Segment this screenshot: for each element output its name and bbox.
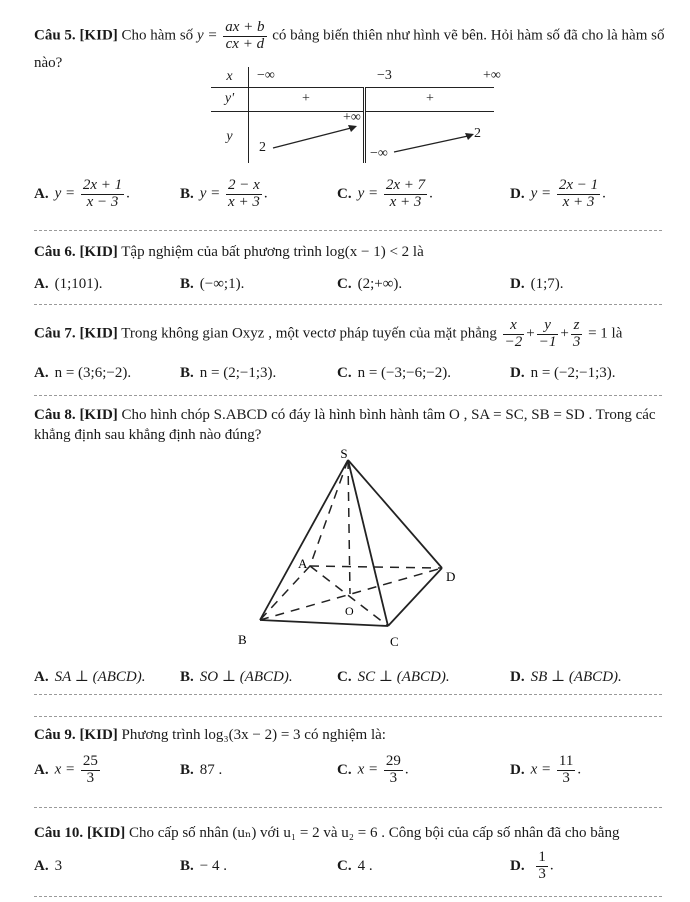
edge-sc bbox=[348, 460, 388, 626]
q9-text: Phương trình log₃(3x − 2) = 3 có nghiệm là: bbox=[121, 727, 386, 743]
q5-option-a-num: 2x + 1 bbox=[82, 177, 123, 193]
edge-cd bbox=[388, 568, 442, 626]
q7-plus-2: + bbox=[560, 325, 569, 342]
q7-frac-y-num: y bbox=[537, 318, 559, 335]
vt-y-left-end: +∞ bbox=[343, 109, 361, 125]
q6-stem bbox=[34, 244, 424, 261]
q7-frac-x-den: −2 bbox=[504, 333, 523, 350]
vertex-a-label: A bbox=[298, 556, 308, 571]
q10-option-d-letter: D. bbox=[510, 857, 525, 874]
q10-text: Cho cấp số nhân (uₙ) với u₁ = 2 và u₂ = 6 . Công bội của cấp số nhân đã cho bằng bbox=[129, 825, 620, 841]
q5-option-b-num: 2 − x bbox=[228, 177, 260, 193]
q8-label: Câu 8. bbox=[34, 407, 76, 423]
q10-option-d-end: . bbox=[549, 857, 554, 874]
q5-option-b-den: x + 3 bbox=[228, 193, 260, 210]
q10-label: Câu 10. bbox=[34, 825, 84, 841]
q5-option-d-lhs: y = bbox=[530, 185, 552, 202]
vt-x-label: x bbox=[211, 67, 249, 87]
edge-bc bbox=[260, 620, 388, 626]
q7-frac-z-num: z bbox=[571, 318, 583, 335]
q8-option-d-text: SB ⊥ (ABCD). bbox=[530, 669, 622, 685]
q7-label: Câu 7. bbox=[34, 325, 76, 342]
edge-sd bbox=[348, 460, 442, 568]
pyramid-figure bbox=[230, 448, 470, 653]
q9-option-a[interactable] bbox=[34, 754, 102, 787]
q6-option-a-letter: A. bbox=[34, 276, 49, 292]
q9-option-d[interactable] bbox=[510, 754, 581, 787]
q9-option-d-den: 3 bbox=[562, 769, 570, 786]
q6-option-a[interactable] bbox=[34, 276, 103, 293]
vt-y-left bbox=[249, 111, 365, 163]
q5-tag: [KID] bbox=[79, 27, 118, 44]
q10-option-a-text: 3 bbox=[54, 858, 63, 874]
q5-option-c-num: 2x + 7 bbox=[385, 177, 426, 193]
q8-option-c-letter: C. bbox=[337, 669, 352, 685]
edge-sb bbox=[260, 460, 348, 620]
q9-option-c-letter: C. bbox=[337, 761, 352, 778]
q5-option-d-letter: D. bbox=[510, 185, 525, 202]
vt-x-plus-inf: +∞ bbox=[483, 68, 501, 83]
q7-option-d-text: n = (−2;−1;3). bbox=[530, 365, 616, 381]
q6-option-c[interactable] bbox=[337, 276, 402, 293]
vt-x-minus-inf: −∞ bbox=[257, 68, 275, 83]
q5-option-a-lhs: y = bbox=[54, 185, 76, 202]
q9-option-a-letter: A. bbox=[34, 761, 49, 778]
q9-option-a-num: 25 bbox=[82, 753, 98, 769]
q5-option-a-letter: A. bbox=[34, 185, 49, 202]
q9-option-a-frac bbox=[81, 754, 100, 787]
q7-frac-x-num: x bbox=[503, 318, 525, 335]
q5-option-d[interactable] bbox=[510, 178, 606, 211]
vt-y-left-start: 2 bbox=[259, 139, 266, 155]
q8-option-a-letter: A. bbox=[34, 669, 49, 685]
q5-option-c-end: . bbox=[429, 185, 433, 202]
q5-option-b-end: . bbox=[263, 185, 268, 202]
q9-option-c-end: . bbox=[404, 761, 409, 778]
q8-option-c[interactable] bbox=[337, 667, 450, 686]
q5-option-a-frac bbox=[81, 178, 124, 211]
answer-line-q7 bbox=[34, 395, 662, 396]
q7-option-b-text: n = (2;−1;3). bbox=[199, 365, 277, 381]
q7-option-a-text: n = (3;6;−2). bbox=[54, 365, 132, 381]
q9-option-c[interactable] bbox=[337, 754, 409, 787]
q5-option-c-den: x + 3 bbox=[389, 193, 422, 210]
q6-label: Câu 6. bbox=[34, 244, 76, 260]
q7-frac-y-den: −1 bbox=[538, 333, 557, 350]
q7-tag: [KID] bbox=[79, 325, 118, 342]
q8-option-b[interactable] bbox=[180, 667, 293, 686]
answer-line-q9 bbox=[34, 807, 662, 808]
q5-fraction-den: cx + d bbox=[225, 35, 265, 52]
q7-option-b[interactable] bbox=[180, 365, 276, 382]
q7-option-b-letter: B. bbox=[180, 365, 194, 381]
q5-option-a-end: . bbox=[126, 185, 130, 202]
vt-y-right bbox=[365, 111, 495, 163]
q6-option-a-text: (1;101). bbox=[54, 276, 103, 292]
vt-yp-label: y' bbox=[211, 87, 249, 111]
q5-option-d-num: 2x − 1 bbox=[558, 177, 599, 193]
q6-option-b-text: (−∞;1). bbox=[199, 276, 245, 292]
q7-plus-1: + bbox=[526, 325, 535, 342]
q9-option-d-lhs: x = bbox=[530, 761, 552, 778]
q9-option-b[interactable] bbox=[180, 762, 222, 779]
q5-option-b-frac bbox=[226, 178, 262, 211]
q9-option-d-letter: D. bbox=[510, 761, 525, 778]
vt-yp-right bbox=[365, 87, 495, 111]
q10-option-d-frac bbox=[536, 850, 548, 883]
q8-stem-line1 bbox=[34, 407, 656, 424]
q6-option-d-letter: D. bbox=[510, 276, 525, 292]
q7-tail: = 1 là bbox=[588, 325, 623, 342]
q5-option-b[interactable] bbox=[180, 178, 268, 211]
q5-text-a: Cho hàm số bbox=[121, 27, 194, 44]
q10-option-a[interactable] bbox=[34, 858, 62, 875]
q9-option-b-letter: B. bbox=[180, 762, 194, 778]
q10-option-d-num: 1 bbox=[538, 849, 546, 865]
q6-text: Tập nghiệm của bất phương trình log(x − 1) < 2 là bbox=[121, 244, 424, 260]
vt-x-row bbox=[249, 67, 501, 87]
q5-option-c-frac bbox=[384, 178, 427, 211]
q10-option-a-letter: A. bbox=[34, 858, 49, 874]
q6-option-b[interactable] bbox=[180, 276, 244, 293]
q9-stem bbox=[34, 727, 386, 744]
q5-stem-line1 bbox=[34, 20, 664, 53]
q7-option-c-letter: C. bbox=[337, 365, 352, 381]
q5-option-c[interactable] bbox=[337, 178, 433, 211]
vt-x-mid: −3 bbox=[377, 68, 392, 83]
q5-fraction bbox=[223, 20, 266, 53]
q7-option-c[interactable] bbox=[337, 365, 451, 382]
q5-fraction-num: ax + b bbox=[225, 19, 265, 35]
q10-option-b-text: − 4 . bbox=[199, 858, 227, 874]
q6-option-c-letter: C. bbox=[337, 276, 352, 292]
q10-option-b-letter: B. bbox=[180, 858, 194, 874]
q10-stem bbox=[34, 823, 619, 842]
q9-option-b-text: 87 . bbox=[199, 762, 223, 778]
q7-option-c-text: n = (−3;−6;−2). bbox=[357, 365, 452, 381]
edge-so bbox=[348, 460, 350, 594]
q8-option-c-text: SC ⊥ (ABCD). bbox=[357, 669, 450, 685]
q9-option-d-end: . bbox=[577, 761, 582, 778]
q10-option-b[interactable] bbox=[180, 858, 227, 875]
vertex-s-label: S bbox=[340, 448, 348, 461]
q7-frac-z-den: 3 bbox=[572, 333, 581, 350]
q5-option-a-den: x − 3 bbox=[86, 193, 119, 210]
answer-line-q8-1 bbox=[34, 694, 662, 695]
answer-line-q8-2 bbox=[34, 716, 662, 717]
q10-tag: [KID] bbox=[86, 825, 126, 841]
q9-label: Câu 9. bbox=[34, 727, 76, 743]
q5-option-c-lhs: y = bbox=[357, 185, 379, 202]
vt-y-left-arrow bbox=[271, 122, 359, 152]
q9-option-c-frac bbox=[384, 754, 403, 787]
edge-sa bbox=[310, 460, 348, 566]
vt-yp-left bbox=[249, 87, 365, 111]
q5-fn: y = bbox=[196, 27, 218, 44]
q5-option-d-frac bbox=[557, 178, 600, 211]
q7-option-a[interactable] bbox=[34, 365, 131, 382]
q7-frac-z bbox=[571, 318, 583, 351]
q7-option-d[interactable] bbox=[510, 365, 616, 382]
q7-frac-x bbox=[503, 318, 525, 351]
vt-yp-right-sign: + bbox=[426, 91, 434, 106]
q8-option-a-text: SA ⊥ (ABCD). bbox=[54, 669, 146, 685]
q9-option-c-lhs: x = bbox=[357, 761, 379, 778]
q8-option-d-letter: D. bbox=[510, 669, 525, 685]
q8-tag: [KID] bbox=[79, 407, 118, 423]
vertex-d-label: D bbox=[446, 569, 456, 584]
q5-option-c-letter: C. bbox=[337, 185, 352, 202]
vt-y-right-start: −∞ bbox=[370, 145, 388, 161]
q5-option-a[interactable] bbox=[34, 178, 130, 211]
vt-y-right-arrow bbox=[392, 130, 476, 156]
q5-stem-line2: nào? bbox=[34, 55, 63, 71]
q8-option-b-letter: B. bbox=[180, 669, 194, 685]
q9-tag: [KID] bbox=[79, 727, 118, 743]
vt-y-right-end: 2 bbox=[474, 125, 481, 141]
q8-stem-line2: khẳng định sau khẳng định nào đúng? bbox=[34, 427, 262, 443]
q6-option-d[interactable] bbox=[510, 276, 564, 293]
q8-option-b-text: SO ⊥ (ABCD). bbox=[199, 669, 293, 685]
q10-option-c[interactable] bbox=[337, 858, 373, 875]
q7-option-d-letter: D. bbox=[510, 365, 525, 381]
vt-yp-left-sign: + bbox=[302, 91, 310, 106]
q10-option-c-letter: C. bbox=[337, 858, 352, 874]
q8-text1: Cho hình chóp S.ABCD có đáy là hình bình hành tâm O , SA = SC, SB = SD . Trong các bbox=[121, 407, 656, 423]
q5-option-b-lhs: y = bbox=[199, 185, 221, 202]
center-o-label: O bbox=[345, 604, 354, 618]
q7-text: Trong không gian Oxyz , một vectơ pháp tuyến của mặt phẳng bbox=[121, 325, 497, 342]
q6-tag: [KID] bbox=[79, 244, 118, 260]
q5-option-d-end: . bbox=[602, 185, 606, 202]
q7-stem bbox=[34, 318, 622, 351]
answer-line-q5 bbox=[34, 230, 662, 231]
q8-option-d[interactable] bbox=[510, 667, 622, 686]
q7-option-a-letter: A. bbox=[34, 365, 49, 381]
answer-line-q6 bbox=[34, 304, 662, 305]
vt-y-label: y bbox=[211, 111, 249, 163]
q7-frac-y bbox=[537, 318, 559, 351]
q8-option-a[interactable] bbox=[34, 667, 146, 686]
q10-option-d[interactable] bbox=[510, 850, 554, 883]
q9-option-d-frac bbox=[557, 754, 575, 787]
vertex-b-label: B bbox=[238, 632, 247, 647]
q9-option-a-den: 3 bbox=[86, 769, 95, 786]
q9-option-d-num: 11 bbox=[558, 753, 574, 769]
variation-table bbox=[211, 67, 501, 163]
q5-option-b-letter: B. bbox=[180, 185, 194, 202]
q10-option-c-text: 4 . bbox=[357, 858, 373, 874]
q6-option-d-text: (1;7). bbox=[530, 276, 564, 292]
q6-option-c-text: (2;+∞). bbox=[357, 276, 403, 292]
vertex-c-label: C bbox=[390, 634, 399, 649]
edge-ad bbox=[310, 566, 442, 568]
q9-option-c-num: 29 bbox=[385, 753, 401, 769]
answer-line-q10 bbox=[34, 896, 662, 897]
q5-label: Câu 5. bbox=[34, 27, 76, 44]
q5-option-d-den: x + 3 bbox=[562, 193, 595, 210]
q9-option-a-lhs: x = bbox=[54, 761, 76, 778]
q9-option-c-den: 3 bbox=[389, 769, 398, 786]
q6-option-b-letter: B. bbox=[180, 276, 194, 292]
q10-option-d-den: 3 bbox=[538, 865, 546, 882]
q5-text-b: có bảng biến thiên như hình vẽ bên. Hỏi hàm số đã cho là hàm số bbox=[272, 27, 665, 44]
